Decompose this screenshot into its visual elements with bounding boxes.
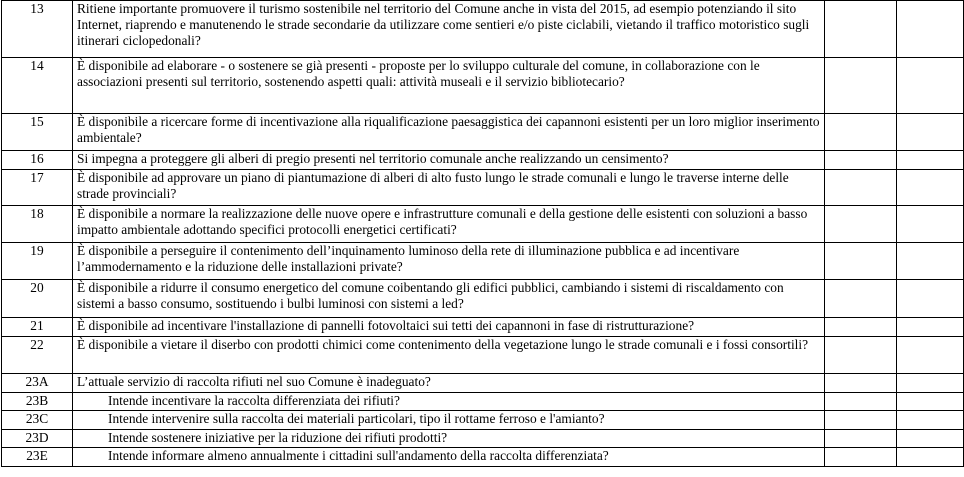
answer-cell-no[interactable] [897, 1, 964, 58]
table-row [2, 430, 964, 448]
table-row [2, 280, 964, 318]
answer-cell-yes[interactable] [825, 430, 897, 448]
table-row [2, 1, 964, 58]
answer-cell-no[interactable] [897, 430, 964, 448]
answer-cell-yes[interactable] [825, 170, 897, 206]
question-text: È disponibile a perseguire il contenimento dell’inquinamento luminoso della rete di illuminazione pubblica e ad incentivare l’ammodernamento e la riduzione delle installazioni private? [73, 243, 825, 280]
question-text: È disponibile ad elaborare - o sostenere se già presenti - proposte per lo sviluppo culturale del comune, in collaborazione con le associazioni presenti sul territorio, sostenendo aspetti quali: attività museali e il servizio bibliotecario? [73, 58, 825, 114]
question-text: Intende sostenere iniziative per la riduzione dei rifiuti prodotti? [73, 430, 825, 448]
answer-cell-yes[interactable] [825, 393, 897, 411]
questionnaire-table [1, 0, 964, 467]
question-text: È disponibile ad incentivare l'installazione di pannelli fotovoltaici sui tetti dei capannoni in fase di ristrutturazione? [73, 318, 825, 337]
question-text: Ritiene importante promuovere il turismo sostenibile nel territorio del Comune anche in vista del 2015, ad esempio potenziando il sito Internet, riaprendo e manutenendo le strade secondarie da utilizzare come sentieri e/o piste ciclabili, vietando il traffico motoristico sugli itinerari ciclopedonali? [73, 1, 825, 58]
answer-cell-no[interactable] [897, 114, 964, 151]
table-row [2, 337, 964, 374]
answer-cell-yes[interactable] [825, 280, 897, 318]
question-text: Intende incentivare la raccolta differenziata dei rifiuti? [73, 393, 825, 411]
answer-cell-no[interactable] [897, 243, 964, 280]
question-text: È disponibile a vietare il diserbo con prodotti chimici come contenimento della vegetazione lungo le strade comunali e i fossi consortili? [73, 337, 825, 374]
question-number: 23B [2, 393, 73, 411]
table-row [2, 393, 964, 411]
question-number: 22 [2, 337, 73, 374]
table-row [2, 58, 964, 114]
question-text: È disponibile a ricercare forme di incentivazione alla riqualificazione paesaggistica dei capannoni esistenti per un loro miglior inserimento ambientale? [73, 114, 825, 151]
answer-cell-yes[interactable] [825, 58, 897, 114]
question-text: È disponibile ad approvare un piano di piantumazione di alberi di alto fusto lungo le strade comunali e lungo le traverse interne delle strade provinciali? [73, 170, 825, 206]
question-number: 16 [2, 151, 73, 170]
question-text: Si impegna a proteggere gli alberi di pregio presenti nel territorio comunale anche realizzando un censimento? [73, 151, 825, 170]
question-number: 23C [2, 411, 73, 430]
table-row [2, 170, 964, 206]
answer-cell-yes[interactable] [825, 374, 897, 393]
answer-cell-yes[interactable] [825, 206, 897, 243]
answer-cell-no[interactable] [897, 58, 964, 114]
table-row [2, 206, 964, 243]
table-row [2, 374, 964, 393]
question-text: È disponibile a normare la realizzazione delle nuove opere e infrastrutture comunali e della gestione delle esistenti con soluzioni a basso impatto ambientale adottando specifici protocolli energetici certificati? [73, 206, 825, 243]
question-number: 17 [2, 170, 73, 206]
question-text: L’attuale servizio di raccolta rifiuti nel suo Comune è inadeguato? [73, 374, 825, 393]
answer-cell-no[interactable] [897, 393, 964, 411]
table-row [2, 114, 964, 151]
question-number: 23D [2, 430, 73, 448]
answer-cell-no[interactable] [897, 151, 964, 170]
question-number: 19 [2, 243, 73, 280]
answer-cell-yes[interactable] [825, 114, 897, 151]
answer-cell-no[interactable] [897, 170, 964, 206]
table-row [2, 243, 964, 280]
answer-cell-yes[interactable] [825, 337, 897, 374]
answer-cell-no[interactable] [897, 448, 964, 467]
answer-cell-yes[interactable] [825, 151, 897, 170]
answer-cell-yes[interactable] [825, 243, 897, 280]
question-number: 18 [2, 206, 73, 243]
answer-cell-no[interactable] [897, 318, 964, 337]
answer-cell-no[interactable] [897, 337, 964, 374]
question-text: Intende intervenire sulla raccolta dei materiali particolari, tipo il rottame ferroso e l'amianto? [73, 411, 825, 430]
table-row [2, 151, 964, 170]
answer-cell-no[interactable] [897, 411, 964, 430]
answer-cell-no[interactable] [897, 374, 964, 393]
answer-cell-yes[interactable] [825, 318, 897, 337]
table-row [2, 448, 964, 467]
answer-cell-yes[interactable] [825, 411, 897, 430]
question-number: 13 [2, 1, 73, 58]
answer-cell-no[interactable] [897, 206, 964, 243]
table-row [2, 318, 964, 337]
question-number: 15 [2, 114, 73, 151]
question-text: Intende informare almeno annualmente i cittadini sull'andamento della raccolta differenziata? [73, 448, 825, 467]
answer-cell-yes[interactable] [825, 1, 897, 58]
question-number: 23A [2, 374, 73, 393]
question-number: 23E [2, 448, 73, 467]
answer-cell-no[interactable] [897, 280, 964, 318]
answer-cell-yes[interactable] [825, 448, 897, 467]
question-number: 20 [2, 280, 73, 318]
table-row [2, 411, 964, 430]
question-number: 21 [2, 318, 73, 337]
question-text: È disponibile a ridurre il consumo energetico del comune coibentando gli edifici pubblici, cambiando i sistemi di riscaldamento con sistemi a basso consumo, sostituendo i bulbi luminosi con sistemi a led? [73, 280, 825, 318]
question-number: 14 [2, 58, 73, 114]
